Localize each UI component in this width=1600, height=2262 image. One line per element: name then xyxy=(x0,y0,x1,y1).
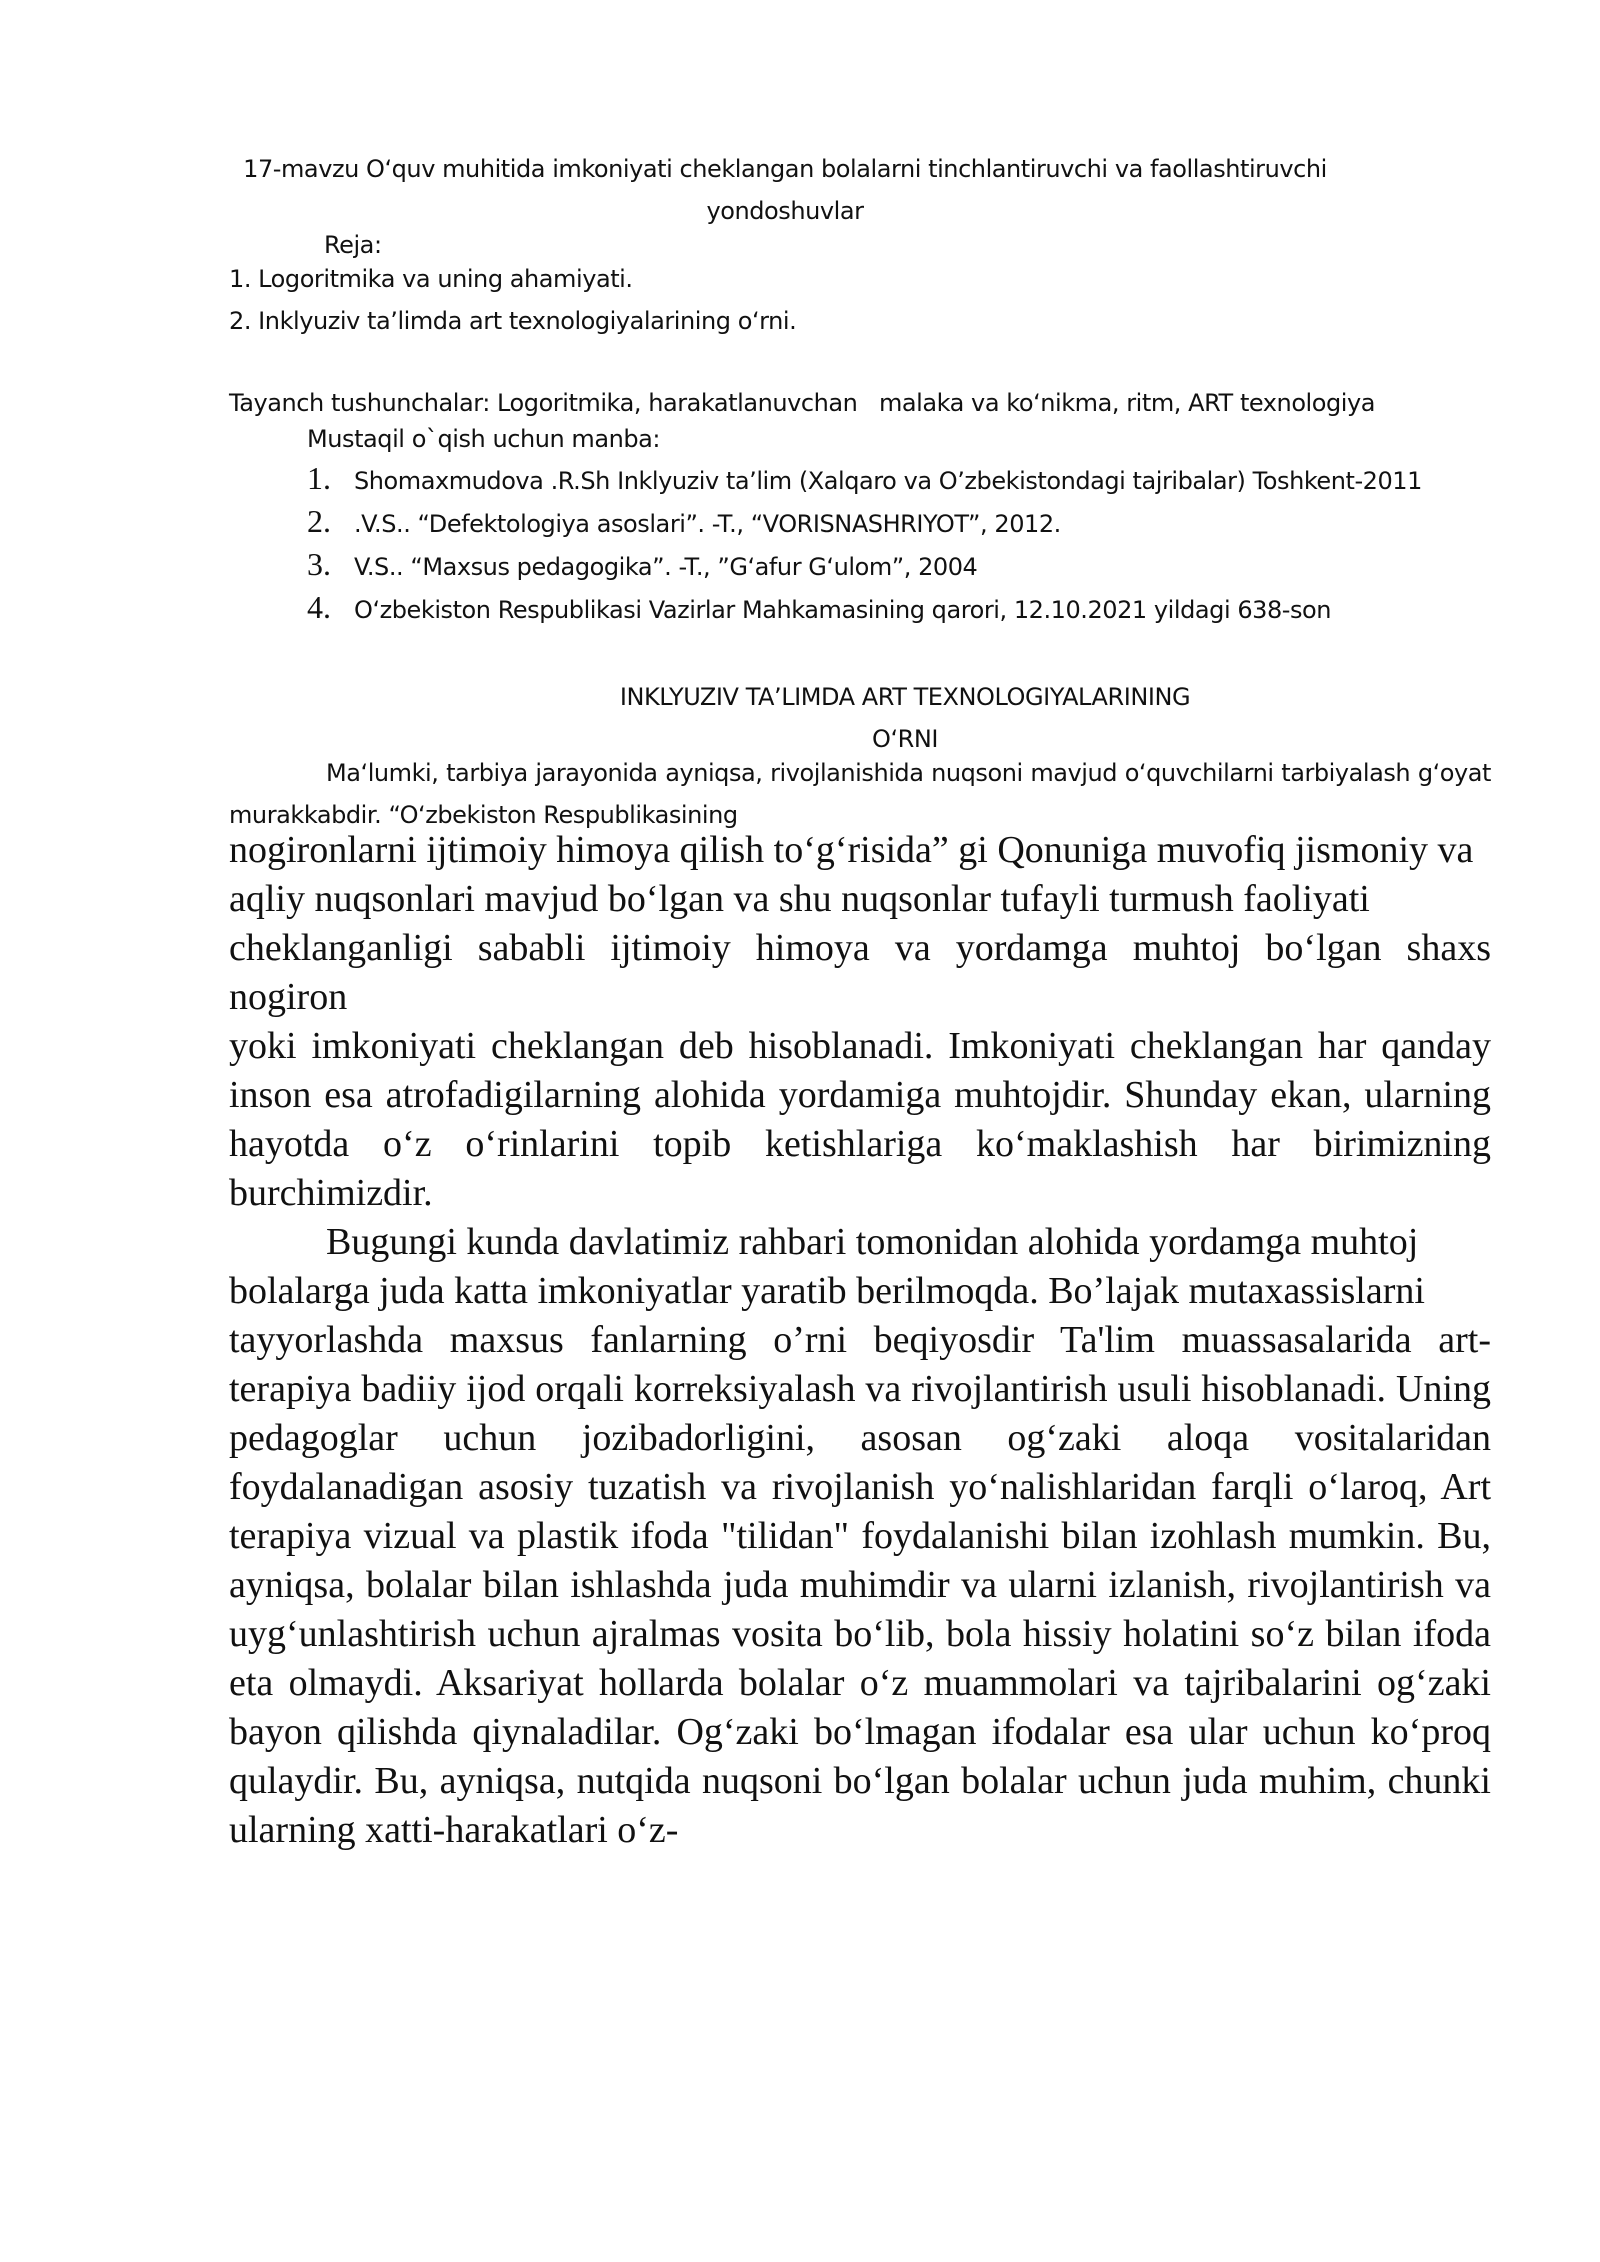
body-line: cheklanganligi sababli ijtimoiy himoya va yordamga muhtoj bo‘lgan shaxs nogiron xyxy=(229,927,1491,1018)
plan-list xyxy=(229,258,1529,342)
source-text: .V.S.. “Defektologiya asoslari”. -T., “VORISNASHRIYOT”, 2012. xyxy=(354,510,1061,538)
source-number: 2. xyxy=(307,503,331,539)
source-item xyxy=(307,589,1567,632)
source-text: V.S.. “Maxsus pedagogika”. -T., ”G‘afur G‘ulom”, 2004 xyxy=(354,553,978,581)
key-concepts: Tayanch tushunchalar: Logoritmika, harakatlanuvchan malaka va ko‘nikma, ritm, ART texnologiya xyxy=(229,389,1376,417)
document-title xyxy=(230,148,1340,232)
intro-paragraph: Ma‘lumki, tarbiya jarayonida ayniqsa, rivojlanishida nuqsoni mavjud o‘quvchilarni tarbiyalash g‘oyat murakkabdir. “O‘zbekiston Respublikasining xyxy=(229,759,1491,829)
source-item xyxy=(307,503,1567,546)
source-number: 4. xyxy=(307,589,331,625)
source-item xyxy=(307,546,1567,589)
body-paragraph: tayyorlashda maxsus fanlarning o’rni beqiyosdir Ta'lim muassasalarida art-terapiya badiiy ijod orqali korreksiyalash va rivojlantirish usuli hisoblanadi. Uning pedagoglar uchun jozibadorligini, asosan og‘zaki aloqa vositalaridan foydalanadigan asosiy tuzatish va rivojlanish yo‘nalishlaridan farqli o‘laroq, Art terapiya vizual va plastik ifoda "tilidan" foydalanishi bilan izohlash mumkin. Bu, ayniqsa, bolalar bilan ishlashda juda muhimdir va ularni izlanish, rivojlantirish va uyg‘unlashtirish uchun ajralmas vosita bo‘lib, bola hissiy holatini so‘z bilan ifoda eta olmaydi. Aksariyat hollarda bolalar o‘z muammolari va tajribalarini og‘zaki bayon qilishda qiynaladilar. Og‘zaki bo‘lmagan ifodalar esa ular uchun ko‘proq qulaydir. Bu, ayniqsa, nutqida nuqsoni bo‘lgan bolalar uchun juda muhim, chunki ularning xatti-harakatlari o‘z- xyxy=(229,1319,1491,1851)
source-number: 3. xyxy=(307,546,331,582)
plan-label: Reja: xyxy=(324,231,382,259)
body-line: bolalarga juda katta imkoniyatlar yaratib berilmoqda. Bo’lajak mutaxassislarni xyxy=(229,1270,1425,1312)
body-line: aqliy nuqsonlari mavjud bo‘lgan va shu nuqsonlar tufayli turmush faoliyati xyxy=(229,878,1370,920)
plan-item: 1. Logoritmika va uning ahamiyati. xyxy=(229,265,633,293)
plan-item: 2. Inklyuziv ta’limda art texnologiyalarining o‘rni. xyxy=(229,307,797,335)
source-item xyxy=(307,460,1567,503)
source-text: O‘zbekiston Respublikasi Vazirlar Mahkamasining qarori, 12.10.2021 yildagi 638-son xyxy=(354,596,1332,624)
source-number: 1. xyxy=(307,460,331,496)
title-line-1: 17-mavzu O‘quv muhitida imkoniyati cheklangan bolalarni tinchlantiruvchi va faollashtiruvchi xyxy=(243,155,1327,183)
section-title-line-2: O‘RNI xyxy=(872,725,938,753)
source-text: Shomaxmudova .R.Sh Inklyuziv ta’lim (Xalqaro va O’zbekistondagi tajribalar) Toshkent-2011 xyxy=(354,467,1422,495)
section-title-line-1: INKLYUZIV TA’LIMDA ART TEXNOLOGIYALARINING xyxy=(619,683,1191,711)
sources-list xyxy=(307,460,1567,632)
body-text xyxy=(229,826,1491,1855)
sources-label: Mustaqil o`qish uchun manba: xyxy=(307,425,661,453)
title-line-2: yondoshuvlar xyxy=(706,197,864,225)
section-title xyxy=(230,676,1580,760)
body-paragraph: yoki imkoniyati cheklangan deb hisoblanadi. Imkoniyati cheklangan har qanday inson esa atrofadigilarning alohida yordamiga muhtojdir. Shunday ekan, ularning hayotda o‘z o‘rinlarini topib ketishlariga ko‘maklashish har birimizning burchimizdir. xyxy=(229,1025,1491,1214)
body-line: nogironlarni ijtimoiy himoya qilish to‘g‘risida” gi Qonuniga muvofiq jismoniy va xyxy=(229,829,1474,871)
body-line: Bugungi kunda davlatimiz rahbari tomonidan alohida yordamga muhtoj xyxy=(326,1221,1419,1263)
